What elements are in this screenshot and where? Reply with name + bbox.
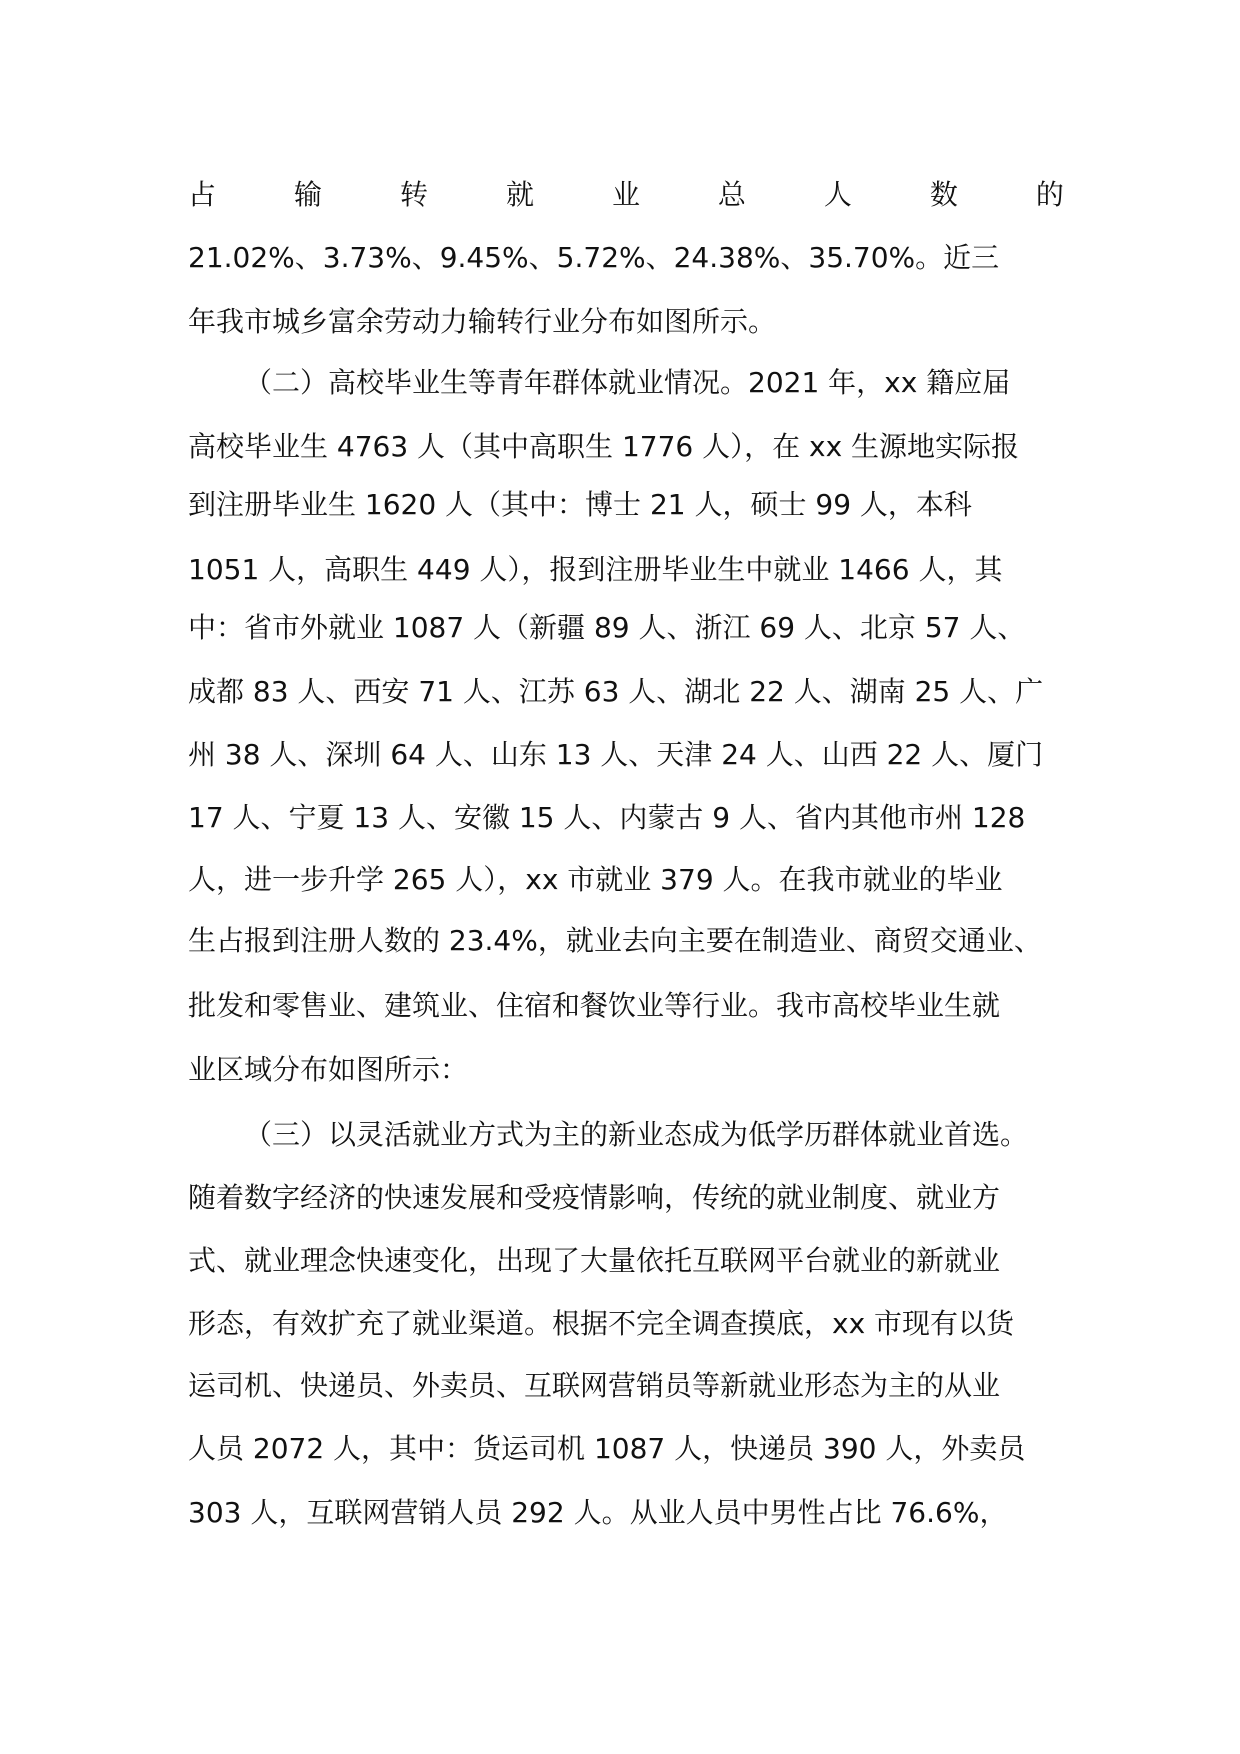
text-line-15: 业区域分布如图所示： <box>188 1053 469 1086</box>
char: 就 <box>505 178 534 211</box>
text-line-1 <box>188 170 1064 220</box>
char: 转 <box>399 178 428 211</box>
text-line-18: 式、就业理念快速变化，出现了大量依托互联网平台就业的新就业 <box>188 1244 1001 1277</box>
text-line-20: 运司机、快递员、外卖员、互联网营销员等新就业形态为主的从业 <box>188 1369 1001 1402</box>
text-line-12: 人，进一步升学 265 人），xx 市就业 379 人。在我市就业的毕业 <box>188 863 1003 896</box>
char: 总 <box>717 178 746 211</box>
section-heading-3: （三）以灵活就业方式为主的新业态成为低学历群体就业首选。 <box>244 1118 1029 1151</box>
text-line-9: 成都 83 人、西安 71 人、江苏 63 人、湖北 22 人、湖南 25 人、广 <box>188 675 1044 708</box>
text-line-3: 年我市城乡富余劳动力输转行业分布如图所示。 <box>188 305 777 338</box>
text-line-6: 到注册毕业生 1620 人（其中：博士 21 人，硕士 99 人，本科 <box>188 488 972 521</box>
section-heading-2: （二）高校毕业生等青年群体就业情况。2021 年，xx 籍应届 <box>244 366 1011 399</box>
text-line-14: 批发和零售业、建筑业、住宿和餐饮业等行业。我市高校毕业生就 <box>188 989 1001 1022</box>
char: 数 <box>929 178 958 211</box>
text-line-5: 高校毕业生 4763 人（其中高职生 1776 人），在 xx 生源地实际报 <box>188 430 1020 463</box>
text-line-2: 21.02%、3.73%、9.45%、5.72%、24.38%、35.70%。近三 <box>188 241 1000 274</box>
text-line-11: 17 人、宁夏 13 人、安徽 15 人、内蒙古 9 人、省内其他市州 128 <box>188 801 1026 834</box>
text-line-7: 1051 人，高职生 449 人），报到注册毕业生中就业 1466 人，其 <box>188 553 1003 586</box>
text-line-22: 303 人，互联网营销人员 292 人。从业人员中男性占比 76.6%， <box>188 1496 1008 1529</box>
text-line-8: 中：省市外就业 1087 人（新疆 89 人、浙江 69 人、北京 57 人、 <box>188 611 1026 644</box>
char: 的 <box>1035 178 1064 211</box>
char: 业 <box>611 178 640 211</box>
text-line-21: 人员 2072 人，其中：货运司机 1087 人，快递员 390 人，外卖员 <box>188 1432 1026 1465</box>
text-line-13: 生占报到注册人数的 23.4%，就业去向主要在制造业、商贸交通业、 <box>188 924 1042 957</box>
char: 人 <box>823 178 852 211</box>
text-line-17: 随着数字经济的快速发展和受疫情影响，传统的就业制度、就业方 <box>188 1181 1001 1214</box>
text-line-10: 州 38 人、深圳 64 人、山东 13 人、天津 24 人、山西 22 人、厦门 <box>188 738 1044 771</box>
char: 占 <box>188 178 217 211</box>
text-line-19: 形态，有效扩充了就业渠道。根据不完全调查摸底，xx 市现有以货 <box>188 1307 1015 1340</box>
char: 输 <box>293 178 322 211</box>
